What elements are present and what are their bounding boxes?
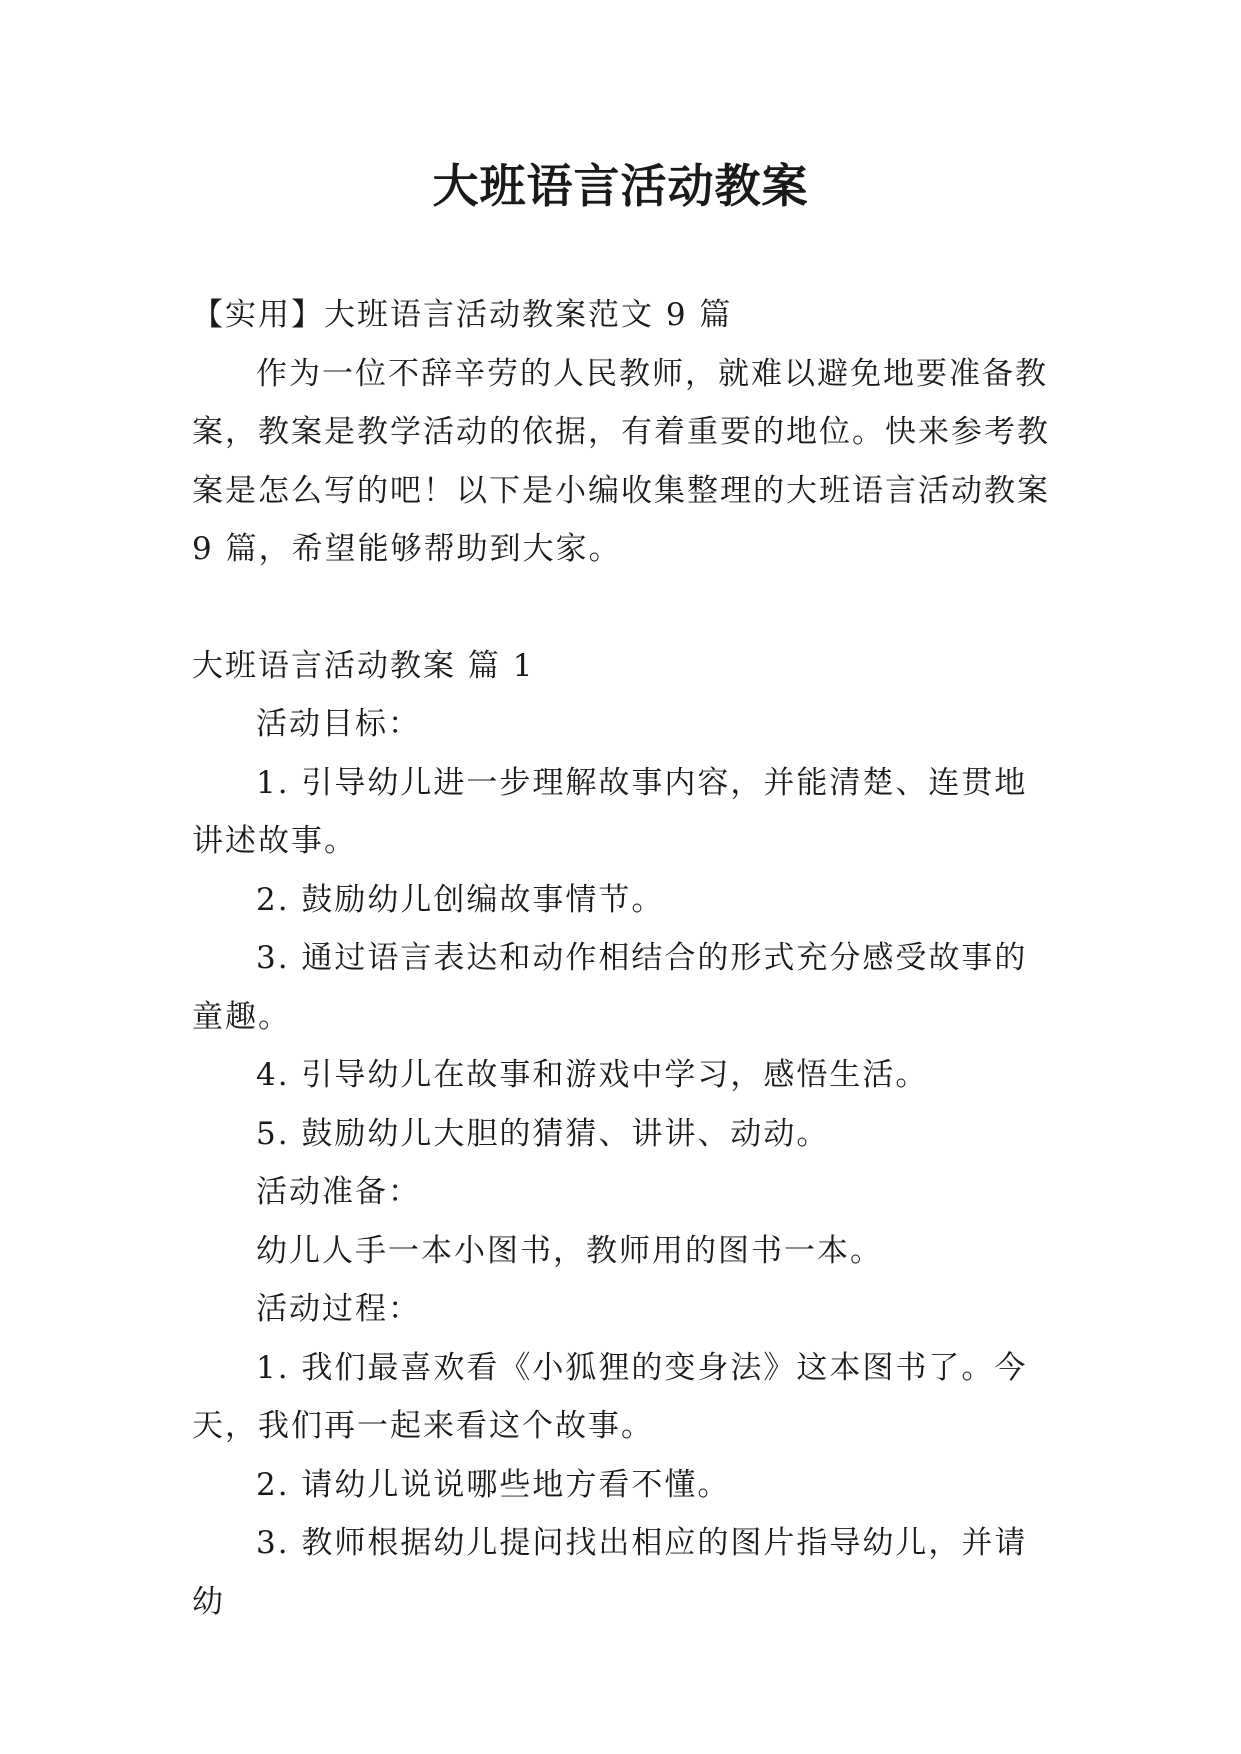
process-item: 3. 教师根据幼儿提问找出相应的图片指导幼儿，并请幼 xyxy=(192,1525,1028,1620)
intro-paragraph: 作为一位不辞辛劳的人民教师，就难以避免地要准备教案，教案是教学活动的依据，有着重要的地位。快来参考教案是怎么写的吧！以下是小编收集整理的大班语言活动教案 9 篇，希望能够帮助到大家。 xyxy=(192,355,1050,567)
goal-item: 5. 鼓励幼儿大胆的猜猜、讲讲、动动。 xyxy=(256,1115,830,1152)
section-heading: 大班语言活动教案 篇 1 xyxy=(192,647,535,684)
prep-heading: 活动准备： xyxy=(256,1174,421,1210)
paragraph-gap xyxy=(192,579,1052,637)
process-item: 2. 请幼儿说说哪些地方看不懂。 xyxy=(256,1466,731,1503)
goal-item: 4. 引导幼儿在故事和游戏中学习，感悟生活。 xyxy=(256,1057,929,1093)
goal-item: 3. 通过语言表达和动作相结合的形式充分感受故事的童趣。 xyxy=(192,940,1028,1035)
process-item: 1. 我们最喜欢看《小狐狸的变身法》这本图书了。今天，我们再一起来看这个故事。 xyxy=(192,1349,1028,1444)
goal-item: 1. 引导幼儿进一步理解故事内容，并能清楚、连贯地讲述故事。 xyxy=(192,764,1028,859)
goal-item: 2. 鼓励幼儿创编故事情节。 xyxy=(256,881,665,918)
goals-heading: 活动目标： xyxy=(256,706,421,742)
process-heading: 活动过程： xyxy=(256,1291,421,1327)
document-subtitle: 【实用】大班语言活动教案范文 9 篇 xyxy=(192,297,733,333)
prep-text: 幼儿人手一本小图书，教师用的图书一本。 xyxy=(256,1232,883,1269)
document-body xyxy=(192,286,1052,1631)
document-title: 大班语言活动教案 xyxy=(432,159,809,213)
